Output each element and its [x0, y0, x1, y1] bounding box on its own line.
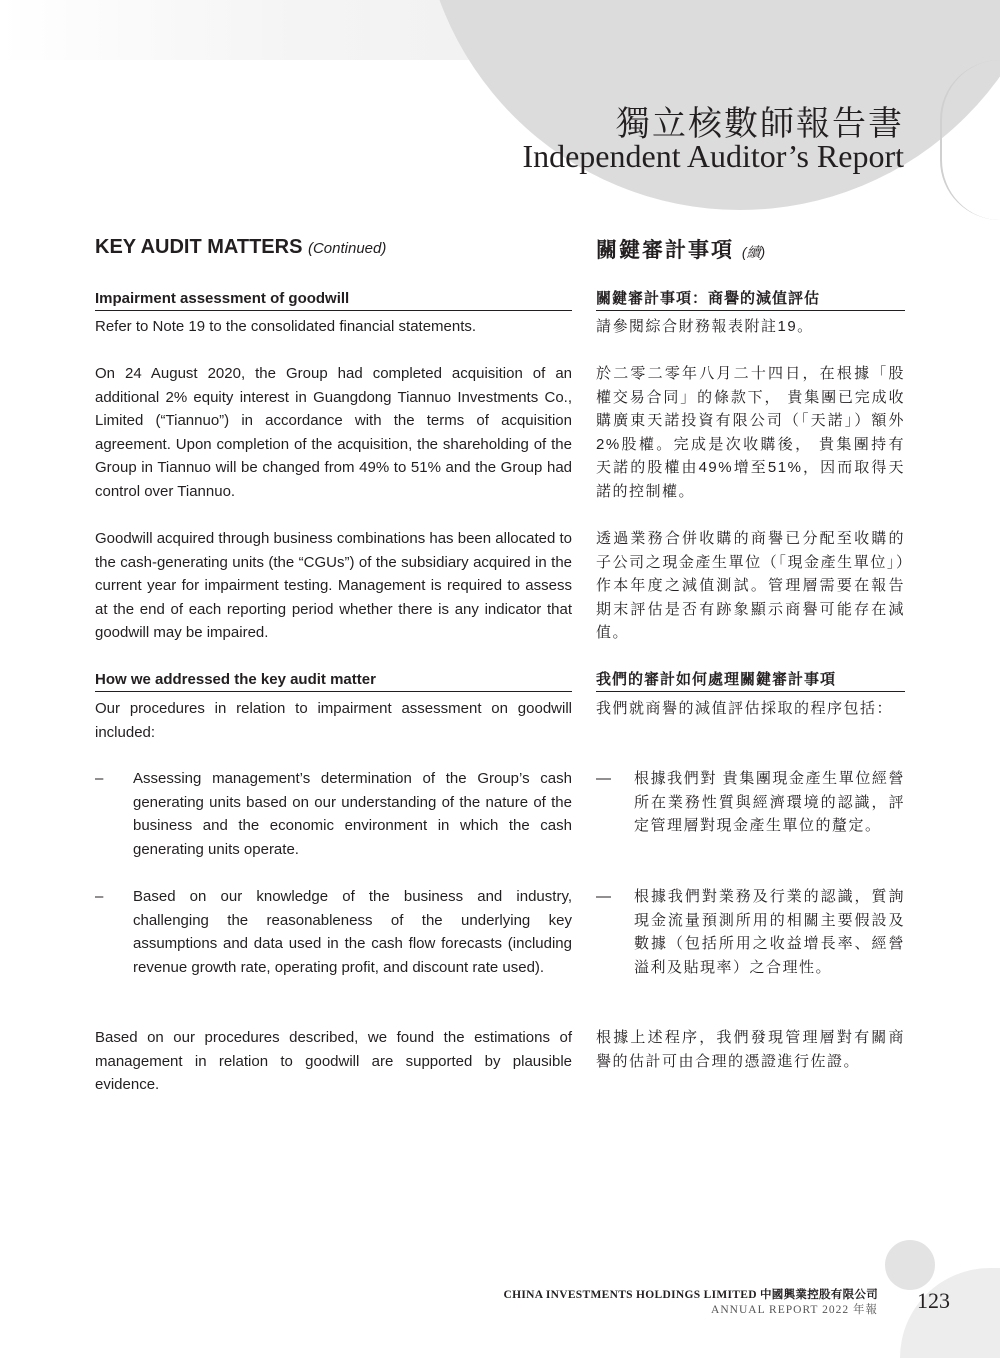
procedures-intro-english: Our procedures in relation to impairment assessment on goodwill included: [95, 700, 572, 741]
section-continued-label-zh: (續) [741, 244, 766, 260]
section-title-text-zh: 關鍵審計事項 [596, 239, 734, 262]
procedure-bullet-chinese [596, 767, 905, 839]
bullet-text-zh: 根據我們對 貴集團現金產生單位經營所在業務性質與經濟環境的認識，評定管理層對現金產生單位的釐定。 [634, 770, 905, 834]
procedure-bullet-english [95, 767, 572, 863]
section-title-chinese [596, 234, 905, 264]
footer-company-name: CHINA INVESTMENTS HOLDINGS LIMITED 中國興業控股有限公司 [503, 1289, 878, 1301]
matter-paragraph-english: On 24 August 2020, the Group had completed acquisition of an additional 2% equity interest in Guangdong Tiannuo Investments Co., Limited (“Tiannuo”) in accordance with the terms of acquisition agreement. Upon completion of the acquisition, the shareholding of the Group in Tiannuo will be changed from 49% to 51% and the Group had control over Tiannuo. [95, 365, 572, 500]
bullet-text-zh: 根據我們對業務及行業的認識，質詢現金流量預測所用的相關主要假設及數據（包括所用之收益增長率、經營溢利及貼現率）之合理性。 [634, 888, 905, 976]
section-title-text: KEY AUDIT MATTERS [95, 236, 303, 258]
bullet-dash-zh: — [596, 770, 611, 787]
addressed-heading-chinese: 我們的審計如何處理關鍵審計事項 [596, 671, 905, 692]
footer-report-title: ANNUAL REPORT 2022 年報 [711, 1304, 878, 1316]
page-title-english: Independent Auditor’s Report [522, 138, 904, 174]
procedures-intro-chinese: 我們就商譽的減值評估採取的程序包括： [596, 700, 894, 717]
section-continued-label: (Continued) [307, 240, 387, 257]
bullet-dash-zh: — [596, 888, 611, 905]
conclusion-english: Based on our procedures described, we found the estimations of management in relation to goodwill are supported by plausible evidence. [95, 1029, 572, 1093]
bullet-dash: – [95, 888, 104, 905]
page-title-chinese: 獨立核數師報告書 [616, 104, 904, 144]
conclusion-chinese: 根據上述程序，我們發現管理層對有關商譽的估計可由合理的憑證進行佐證。 [596, 1029, 905, 1070]
matter-heading-chinese: 關鍵審計事項：商譽的減值評估 [596, 290, 905, 311]
matter-heading-english: Impairment assessment of goodwill [95, 290, 572, 311]
bullet-dash: – [95, 770, 104, 787]
matter-paragraph-chinese: 透過業務合併收購的商譽已分配至收購的子公司之現金產生單位（「現金產生單位」）作本年度之減值測試。管理層需要在報告期末評估是否有跡象顯示商譽可能存在減值。 [596, 530, 905, 641]
matter-paragraph-english: Goodwill acquired through business combinations has been allocated to the cash-generating units (the “CGUs”) of the subsidiary acquired in the current year for impairment testing. Management is required to assess at the end of each reporting period whether there is any indicator that goodwill may be impaired. [95, 530, 572, 641]
matter-paragraph-chinese: 請參閱綜合財務報表附註19。 [596, 318, 814, 335]
footer-decoration-circle [885, 1240, 935, 1290]
page-number: 123 [917, 1288, 950, 1313]
matter-paragraph-english: Refer to Note 19 to the consolidated financial statements. [95, 318, 477, 335]
procedure-bullet-chinese [596, 885, 905, 981]
section-title-english [95, 236, 572, 259]
procedure-bullet-english [95, 885, 572, 1005]
addressed-heading-english: How we addressed the key audit matter [95, 671, 572, 692]
bullet-text: Assessing management’s determination of the Group’s cash generating units based on our understanding of the nature of the business and the economic environment in which the cash generating units operate. [133, 770, 572, 858]
matter-paragraph-chinese: 於二零二零年八月二十四日，在根據「股權交易合同」的條款下， 貴集團已完成收購廣東天諾投資有限公司（「天諾」）額外2%股權。完成是次收購後， 貴集團持有天諾的股權由49%增至51%，因而取得天諾的控制權。 [596, 365, 905, 500]
bullet-text: Based on our knowledge of the business and industry, challenging the reasonableness of the underlying key assumptions and data used in the cash flow forecasts (including revenue growth rate, operating profit, and discount rate used). [133, 888, 572, 976]
